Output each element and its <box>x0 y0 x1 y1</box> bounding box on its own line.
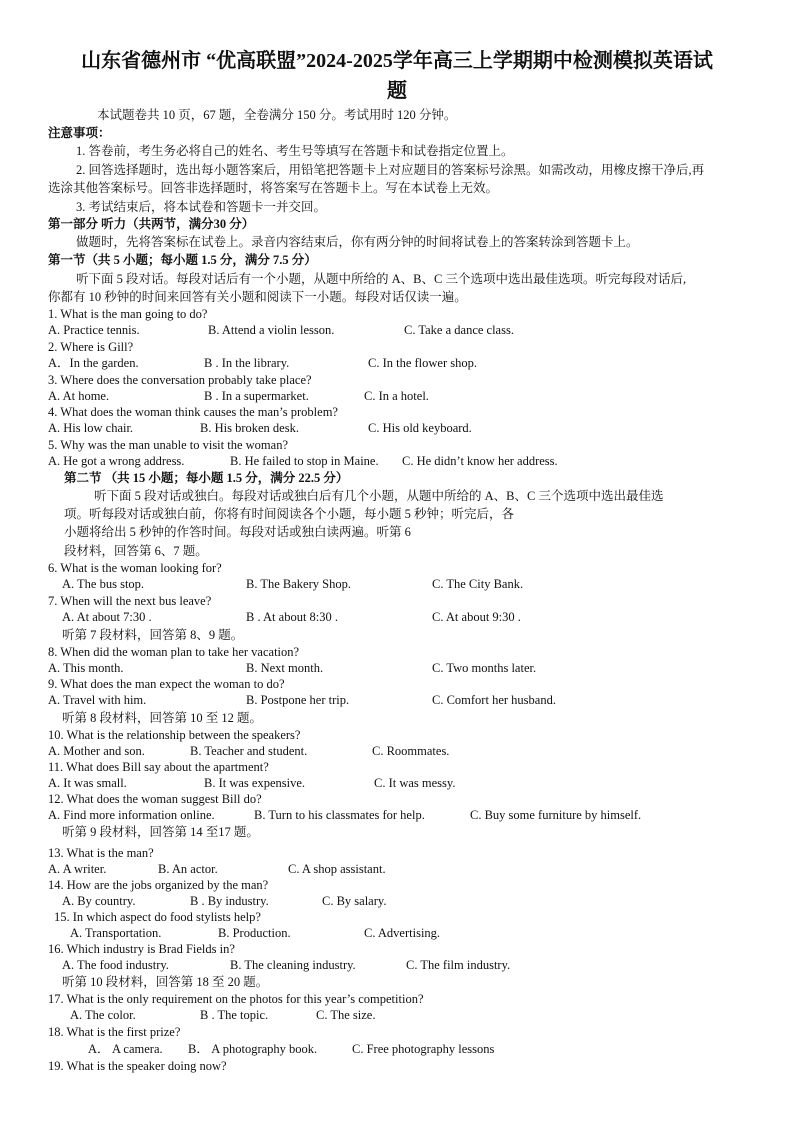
options-11 <box>48 775 455 791</box>
options-8 <box>48 660 536 676</box>
question-9: 9. What does the man expect the woman to do? <box>48 677 285 691</box>
option-c: C. His old keyboard. <box>368 421 472 435</box>
material-note-10: 听第 10 段材料，回答第 18 至 20 题。 <box>62 975 269 989</box>
option-c: C. The film industry. <box>406 958 511 972</box>
option-c: C. A shop assistant. <box>288 862 386 876</box>
option-a: A. Travel with him. <box>48 693 147 707</box>
options-9 <box>48 692 556 708</box>
option-b: B . At about 8:30 . <box>246 610 339 624</box>
question-1: 1. What is the man going to do? <box>48 307 208 321</box>
options-6 <box>62 576 523 592</box>
option-a: A. The food industry. <box>62 958 169 972</box>
option-c: C. He didn’t know her address. <box>402 454 558 468</box>
option-a: A. His low chair. <box>48 421 134 435</box>
part1-heading: 第一部分 听力（共两节，满分30 分） <box>48 217 255 231</box>
option-b: B . By industry. <box>190 894 269 908</box>
title-line-2: 题 <box>387 80 407 102</box>
section2-desc-1: 听下面 5 段对话或独白。每段对话或独白后有几个小题，从题中所给的 A、B、C 三个选项中选出最佳选 <box>94 489 664 503</box>
option-b: B . In a supermarket. <box>204 389 309 403</box>
intro-text: 本试题卷共 10 页，67 题，全卷满分 150 分。考试用时 120 分钟。 <box>97 108 457 122</box>
notice-heading: 注意事项： <box>48 126 111 140</box>
question-10: 10. What is the relationship between the speakers? <box>48 728 301 742</box>
option-b: B . In the library. <box>204 356 290 370</box>
section1-desc-2: 你都有 10 秒钟的时间来回答有关小题和阅读下一小题。每段对话仅读一遍。 <box>48 290 467 304</box>
options-12 <box>48 807 641 823</box>
options-10 <box>48 743 449 759</box>
section2-desc-3: 小题将给出 5 秒钟的作答时间。每段对话或独白读两遍。听第 6 <box>64 525 411 539</box>
option-c: C. In a hotel. <box>364 389 429 403</box>
option-c: C. It was messy. <box>374 776 456 790</box>
material-note-7: 听第 7 段材料，回答第 8、9 题。 <box>62 628 244 642</box>
question-2: 2. Where is Gill? <box>48 340 134 354</box>
option-a: A. This month. <box>48 661 124 675</box>
question-18: 18. What is the first prize? <box>48 1025 181 1039</box>
question-15: 15. In which aspect do food stylists help? <box>54 910 261 924</box>
option-b: B . The topic. <box>200 1008 269 1022</box>
question-11: 11. What does Bill say about the apartment? <box>48 760 269 774</box>
options-1 <box>48 322 514 338</box>
option-a: A. Transportation. <box>70 926 162 940</box>
option-a: A. It was small. <box>48 776 127 790</box>
material-note-8: 听第 8 段材料，回答第 10 至 12 题。 <box>62 711 263 725</box>
question-12: 12. What does the woman suggest Bill do? <box>48 792 262 806</box>
options-17 <box>70 1007 375 1023</box>
options-2 <box>48 355 477 371</box>
question-5: 5. Why was the man unable to visit the woman? <box>48 438 288 452</box>
option-c: C. By salary. <box>322 894 387 908</box>
question-4: 4. What does the woman think causes the man’s problem? <box>48 405 338 419</box>
section2-heading: 第二节 （共 15 小题；每小题 1.5 分，满分 22.5 分） <box>64 471 349 485</box>
option-a: A. At about 7:30 . <box>62 610 152 624</box>
option-b: B. An actor. <box>158 862 218 876</box>
option-b: B． A photography book. <box>188 1042 318 1056</box>
options-7 <box>62 609 521 625</box>
question-8: 8. When did the woman plan to take her vacation? <box>48 645 300 659</box>
option-a: A. Find more information online. <box>48 808 215 822</box>
option-a: A． A camera. <box>88 1042 163 1056</box>
notice-2-cont: 选涂其他答案标号。回答非选择题时，将答案写在答题卡上。写在本试卷上无效。 <box>48 181 499 195</box>
option-b: B. The Bakery Shop. <box>246 577 351 591</box>
options-15 <box>70 925 440 941</box>
option-c: C. In the flower shop. <box>368 356 478 370</box>
question-7: 7. When will the next bus leave? <box>48 594 212 608</box>
option-c: C. At about 9:30 . <box>432 610 521 624</box>
options-14 <box>62 893 386 909</box>
options-16 <box>62 957 510 973</box>
section2-desc-2: 项。听每段对话或独白前，你将有时间阅读各个小题，每小题 5 秒钟；听完后，各 <box>64 507 515 521</box>
section1-heading: 第一节（共 5 小题；每小题 1.5 分，满分 7.5 分） <box>48 253 317 267</box>
option-c: C. Advertising. <box>364 926 441 940</box>
notice-2: 2. 回答选择题时，选出每小题答案后，用铅笔把答题卡上对应题目的答案标号涂黑。如需改动，用橡皮擦干净后,再 <box>76 163 705 177</box>
question-13: 13. What is the man? <box>48 846 154 860</box>
notice-1: 1. 答卷前，考生务必将自己的姓名、考生号等填写在答题卡和试卷指定位置上。 <box>76 144 514 158</box>
options-4 <box>48 420 472 436</box>
option-a: A. He got a wrong address. <box>48 454 185 468</box>
option-b: B. Attend a violin lesson. <box>208 323 335 337</box>
exam-title <box>30 46 764 106</box>
question-16: 16. Which industry is Brad Fields in? <box>48 942 235 956</box>
option-c: C. The size. <box>316 1008 376 1022</box>
notice-3: 3. 考试结束后，将本试卷和答题卡一并交回。 <box>76 200 327 214</box>
options-18 <box>88 1041 494 1057</box>
option-b: B. Postpone her trip. <box>246 693 350 707</box>
option-a: A. The color. <box>70 1008 136 1022</box>
option-b: B. The cleaning industry. <box>230 958 356 972</box>
option-c: C. Roommates. <box>372 744 450 758</box>
option-b: B. He failed to stop in Maine. <box>230 454 379 468</box>
option-b: B. His broken desk. <box>200 421 299 435</box>
options-13 <box>48 861 386 877</box>
option-c: C. The City Bank. <box>432 577 524 591</box>
option-b: B. Turn to his classmates for help. <box>254 808 425 822</box>
option-a: A. By country. <box>62 894 136 908</box>
options-5 <box>48 453 558 469</box>
question-6: 6. What is the woman looking for? <box>48 561 222 575</box>
option-a: A. Practice tennis. <box>48 323 140 337</box>
part1-desc: 做题时，先将答案标在试卷上。录音内容结束后，你有两分钟的时间将试卷上的答案转涂到答题卡上。 <box>76 235 639 249</box>
options-3 <box>48 388 429 404</box>
option-a: A. A writer. <box>48 862 107 876</box>
option-b: B. It was expensive. <box>204 776 306 790</box>
option-b: B. Teacher and student. <box>190 744 308 758</box>
question-14: 14. How are the jobs organized by the man? <box>48 878 269 892</box>
option-c: C. Comfort her husband. <box>432 693 556 707</box>
option-a: A. At home. <box>48 389 110 403</box>
option-a: A. The bus stop. <box>62 577 145 591</box>
question-17: 17. What is the only requirement on the photos for this year’s competition? <box>48 992 424 1006</box>
section2-desc-4: 段材料，回答第 6、7 题。 <box>64 544 208 558</box>
option-c: C. Free photography lessons <box>352 1042 495 1056</box>
material-note-9: 听第 9 段材料，回答第 14 至17 题。 <box>62 825 259 839</box>
question-3: 3. Where does the conversation probably take place? <box>48 373 312 387</box>
option-c: C. Two months later. <box>432 661 537 675</box>
option-a: A．In the garden. <box>48 356 139 370</box>
question-19: 19. What is the speaker doing now? <box>48 1059 227 1073</box>
section1-desc-1: 听下面 5 段对话。每段对话后有一个小题，从题中所给的 A、B、C 三个选项中选出最佳选项。听完每段对话后, <box>76 272 687 286</box>
option-c: C. Buy some furniture by himself. <box>470 808 642 822</box>
title-line-1: 山东省德州市 “优高联盟”2024-2025学年高三上学期期中检测模拟英语试 <box>81 50 713 72</box>
option-b: B. Next month. <box>246 661 324 675</box>
option-b: B. Production. <box>218 926 291 940</box>
option-c: C. Take a dance class. <box>404 323 514 337</box>
option-a: A. Mother and son. <box>48 744 145 758</box>
